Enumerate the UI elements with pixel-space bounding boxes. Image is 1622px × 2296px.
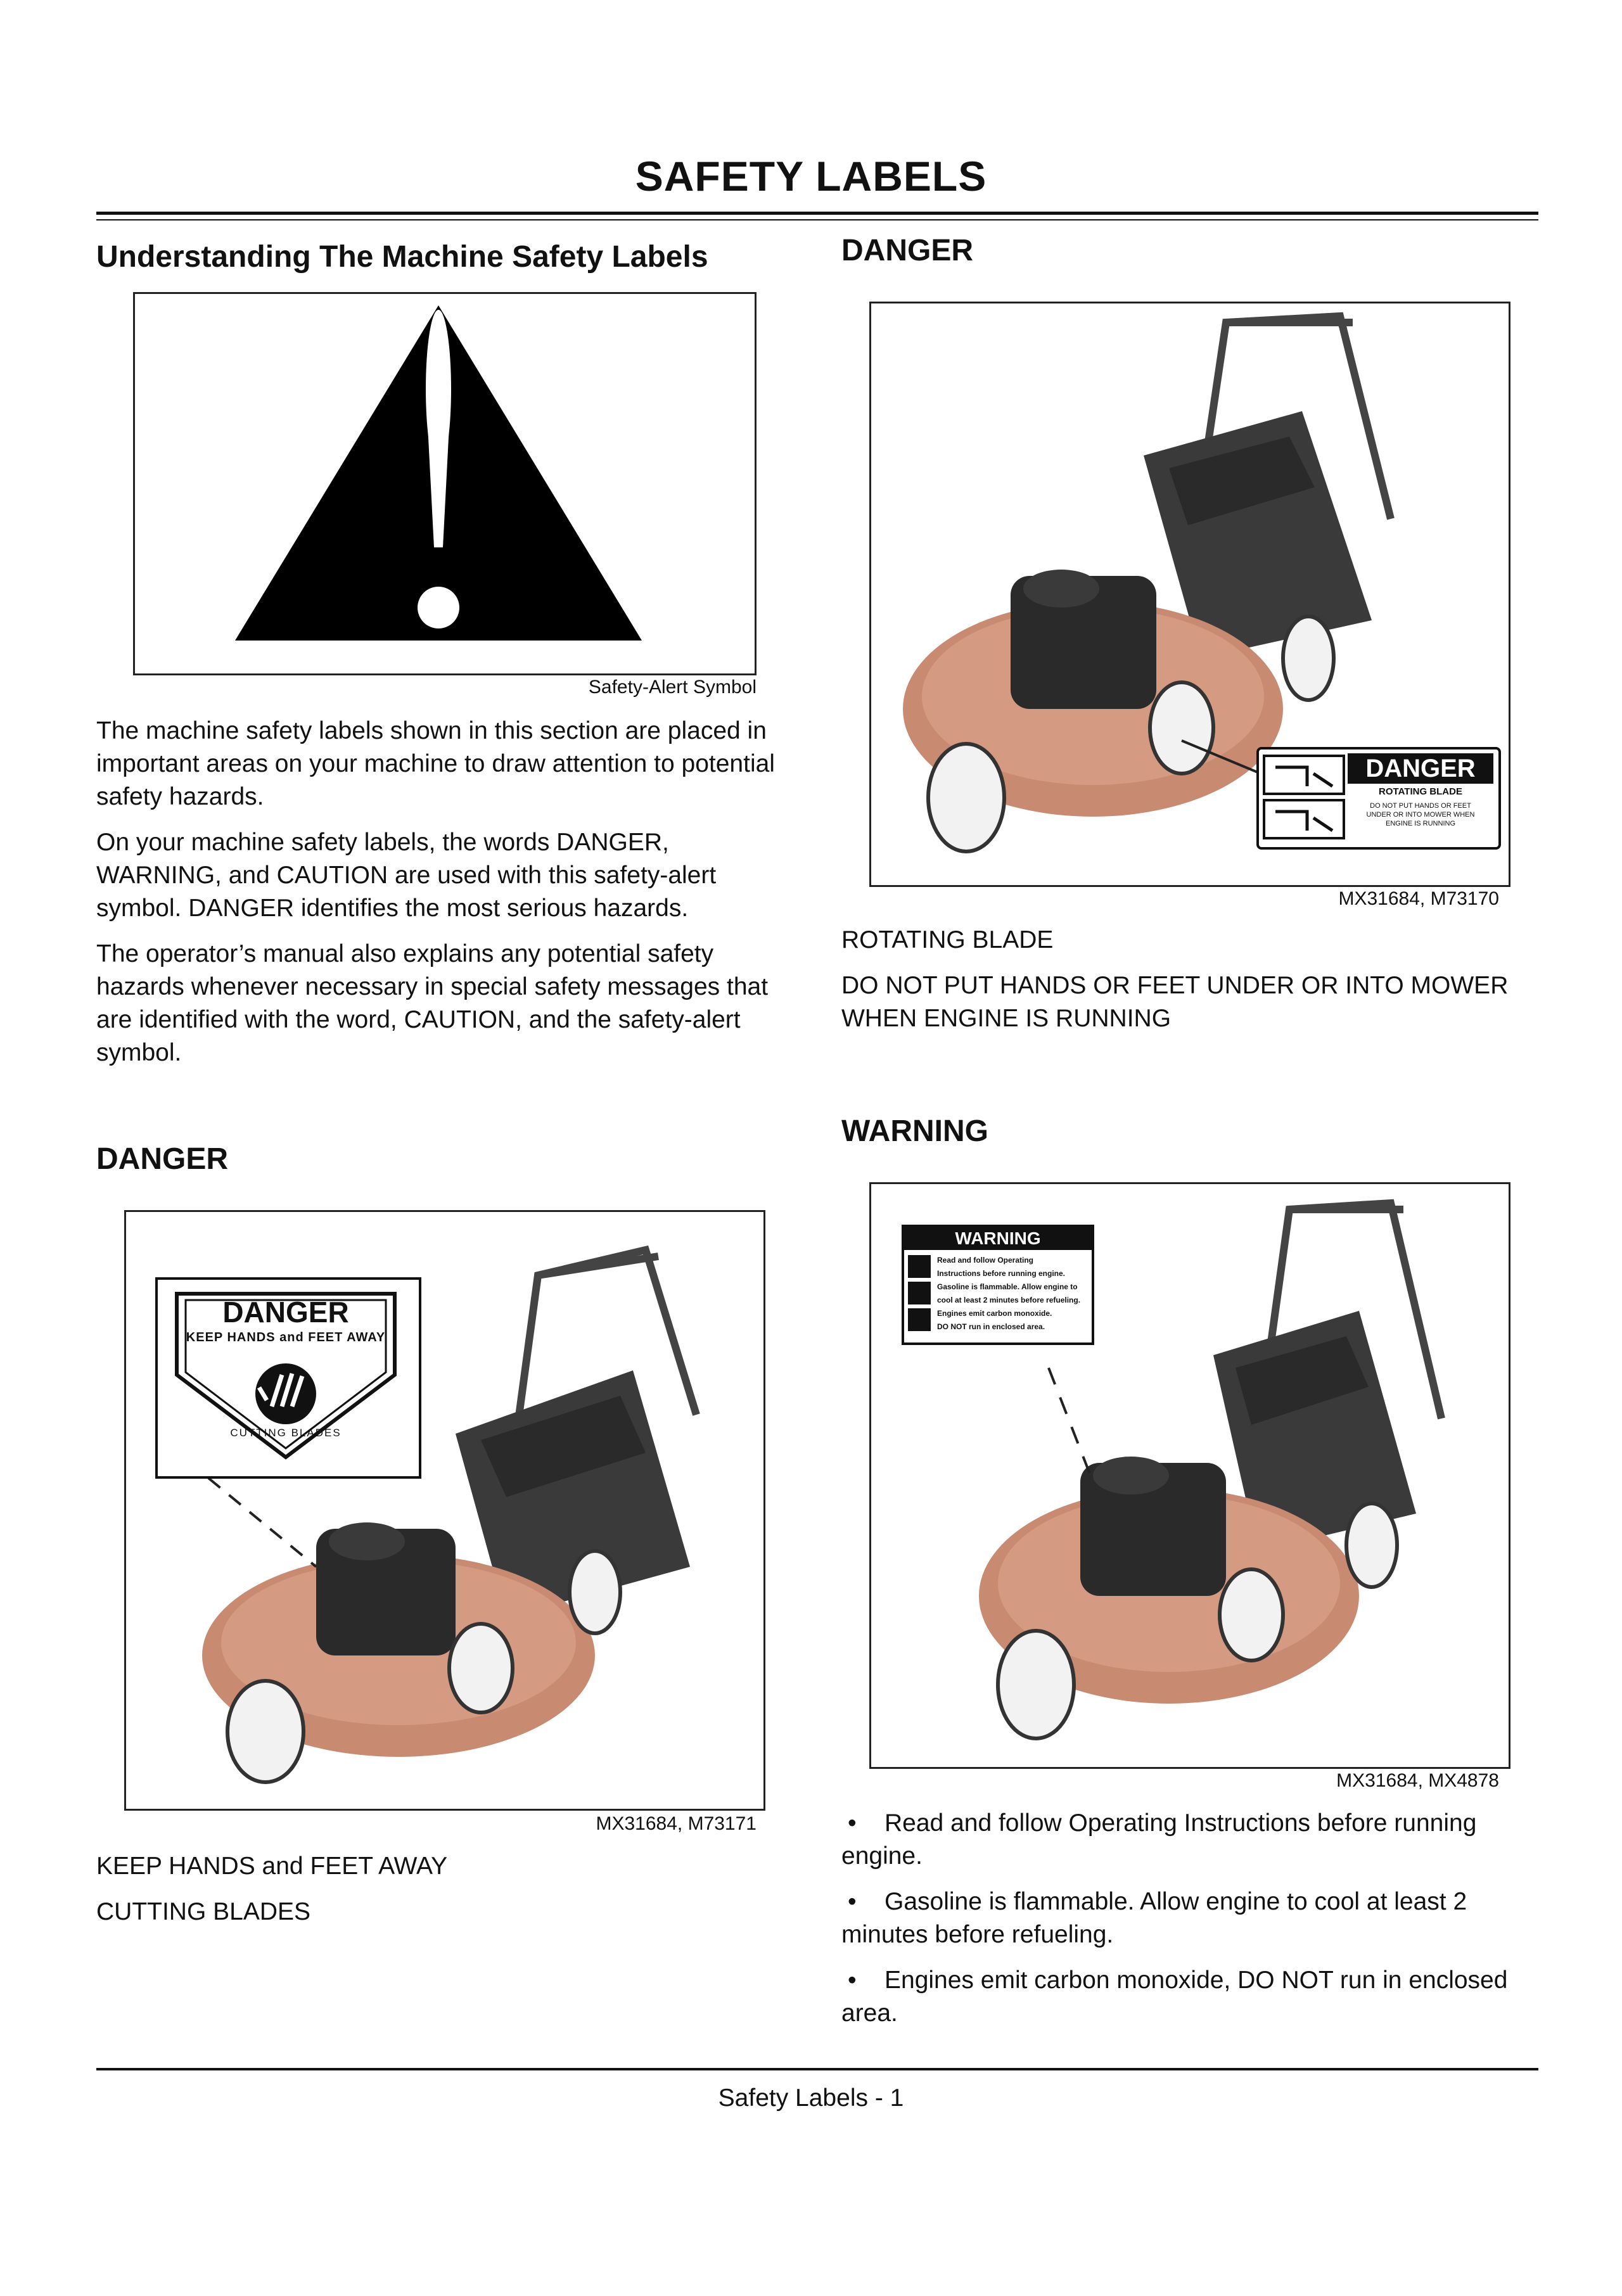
warning-bullet-3: • Engines emit carbon monoxide, DO NOT run in enclosed area.	[841, 1967, 1508, 2027]
danger-label-cutting-blades: CUTTING BLADES	[230, 1427, 342, 1439]
danger-decal-small: DO NOT PUT HANDS OR FEET UNDER OR INTO MOWER WHEN ENGINE IS RUNNING	[1366, 802, 1475, 827]
manual-icon	[908, 1255, 931, 1278]
intro-text	[96, 715, 793, 1082]
warning-bullet-2: • Gasoline is flammable. Allow engine to cool at least 2 minutes before refueling.	[841, 1888, 1467, 1948]
danger-label-word: DANGER	[222, 1296, 349, 1329]
mower-figure-keep-hands	[124, 1210, 765, 1811]
danger-label-keep-hands: KEEP HANDS and FEET AWAY	[186, 1330, 386, 1344]
title-rule	[96, 212, 1538, 215]
exhaust-icon	[908, 1308, 931, 1331]
warning-heading: WARNING	[841, 1114, 988, 1148]
figure-caption-m73170: MX31684, M73170	[1338, 888, 1499, 909]
danger-left-line-1: KEEP HANDS and FEET AWAY	[96, 1853, 448, 1880]
safety-alert-triangle-icon	[135, 294, 755, 673]
warning-decal-icons	[908, 1255, 933, 1337]
danger-label-inset	[155, 1277, 421, 1479]
page-footer: Safety Labels - 1	[718, 2084, 904, 2112]
danger-left-line-2: CUTTING BLADES	[96, 1898, 311, 1925]
danger-decal-line-1: ROTATING BLADE	[1379, 786, 1462, 797]
fire-icon	[908, 1282, 931, 1304]
danger-heading-right: DANGER	[841, 234, 974, 267]
mower-figure-warning	[869, 1182, 1510, 1769]
intro-paragraph-3: The operator’s manual also explains any potential safety hazards whenever necessary in special safety messages that are identified with the word, CAUTION, and the safety-alert symbol.	[96, 940, 769, 1066]
danger-text-right	[841, 924, 1538, 1048]
warning-bullets	[841, 1807, 1538, 2043]
footer-rule	[96, 2068, 1538, 2070]
title-rule-thin	[96, 219, 1538, 220]
safety-alert-symbol-figure	[133, 292, 757, 675]
figure-caption-mx4878: MX31684, MX4878	[1336, 1770, 1499, 1791]
danger-right-line-2: DO NOT PUT HANDS OR FEET UNDER OR INTO MOWER WHEN ENGINE IS RUNNING	[841, 972, 1509, 1032]
danger-right-line-1: ROTATING BLADE	[841, 926, 1054, 953]
figure-caption-safety-alert: Safety-Alert Symbol	[588, 677, 757, 698]
danger-decal-word: DANGER	[1348, 753, 1493, 784]
blade-hazard-icon	[1263, 755, 1345, 839]
page-title: SAFETY LABELS	[635, 153, 987, 200]
warning-decal-text: Read and follow Operating Instructions before running engine. Gasoline is flammable. Allow engine to cool at least 2 minutes before refueling. Engines emit carbon monoxide. DO NOT run in enclosed area.	[937, 1256, 1081, 1331]
intro-paragraph-2: On your machine safety labels, the words DANGER, WARNING, and CAUTION are used with this safety-alert symbol. DANGER identifies the most serious hazards.	[96, 829, 717, 922]
intro-paragraph-1: The machine safety labels shown in this section are placed in important areas on your machine to draw attention to potential safety hazards.	[96, 717, 775, 810]
section-heading-understanding: Understanding The Machine Safety Labels	[96, 240, 708, 274]
danger-decal-inset	[1256, 747, 1501, 850]
danger-heading-left: DANGER	[96, 1142, 229, 1176]
warning-bullet-1: • Read and follow Operating Instructions before running engine.	[841, 1809, 1477, 1870]
figure-caption-m73171: MX31684, M73171	[596, 1813, 757, 1834]
warning-decal-word: WARNING	[904, 1227, 1092, 1250]
mower-figure-rotating-blade	[869, 302, 1510, 887]
warning-decal-inset	[902, 1225, 1094, 1345]
danger-text-left	[96, 1850, 793, 1941]
